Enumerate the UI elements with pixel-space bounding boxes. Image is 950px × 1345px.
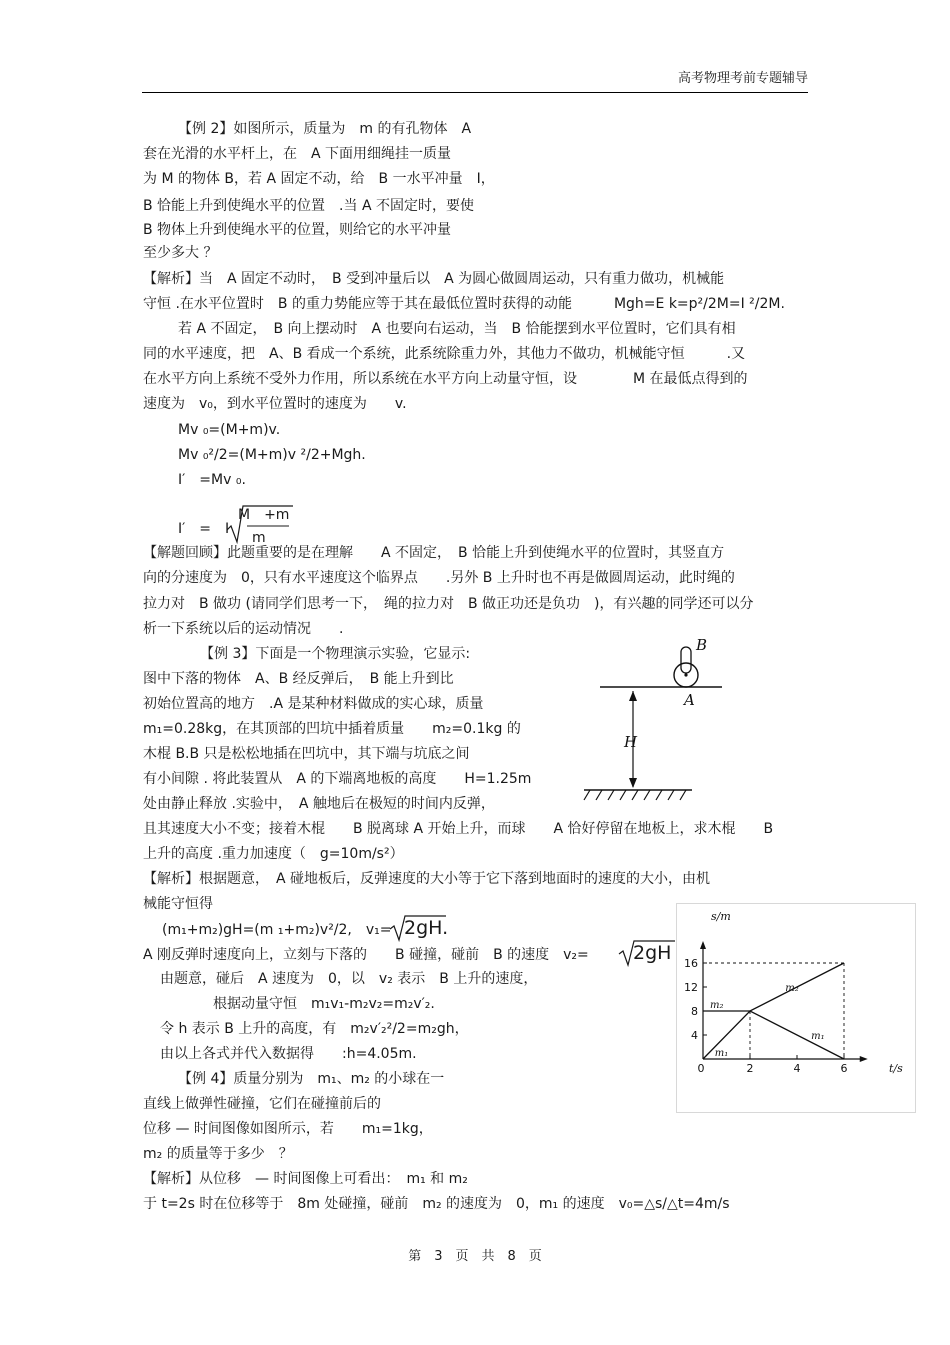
x-tick-label: 0 xyxy=(697,1062,705,1075)
text-line: 【例 3】下面是一个物理演示实验，它显示: xyxy=(200,646,471,662)
stick-B xyxy=(681,647,691,673)
text-line: 【解析】从位移 — 时间图像上可看出： m₁ 和 m₂ xyxy=(143,1171,468,1187)
text-line: 由题意，碰后 A 速度为 0，以 v₂ 表示 B 上升的速度， xyxy=(160,971,538,987)
text-line: 木棍 B.B 只是松松地插在凹坑中，其下端与坑底之间 xyxy=(143,746,470,762)
text-line: 【解题回顾】此题重要的是在理解 A 不固定， B 恰能上升到使绳水平的位置时，其竖直方 xyxy=(143,545,725,561)
text-line: 【例 4】质量分别为 m₁、m₂ 的小球在一 xyxy=(178,1071,445,1087)
text-line: 析一下系统以后的运动情况 . xyxy=(143,621,344,637)
text-line: 【解析】根据题意， A 碰地板后，反弹速度的大小等于它下落到地面时的速度的大小，由机 xyxy=(143,871,711,887)
label-m2-after: m₂ xyxy=(785,983,799,994)
text-line: 守恒 .在水平位置时 B 的重力势能应等于其在最低位置时获得的动能 Mgh=E k=p²/2M=I ²/2M. xyxy=(143,296,785,312)
text-line: 初始位置高的地方 .A 是某种材料做成的实心球，质量 xyxy=(143,696,484,712)
y-axis-arrow xyxy=(700,941,706,949)
series-m2-line xyxy=(703,963,844,1011)
equation: Mv ₀²/2=(M+m)v ²/2+Mgh. xyxy=(178,447,366,463)
page-footer: 第 3 页 共 8 页 xyxy=(408,1249,542,1264)
label-m2-before: m₂ xyxy=(710,1000,724,1011)
text-line: B 物体上升到使绳水平的位置，则给它的水平冲量 xyxy=(143,222,452,238)
text-line: 械能守恒得 xyxy=(143,896,213,912)
arrow-down xyxy=(629,778,637,788)
text-line: 至少多大 ？ xyxy=(143,245,218,261)
equation: I′ = I xyxy=(178,521,230,537)
text-line: 为 M 的物体 B，若 A 固定不动，给 B 一水平冲量 I， xyxy=(143,171,495,187)
equation: (m₁+m₂)gH=(m ₁+m₂)v²/2, v₁= xyxy=(162,922,392,938)
label-B: B xyxy=(696,636,708,654)
page-header: 高考物理考前专题辅导 xyxy=(677,71,808,86)
fraction-denominator: m xyxy=(252,530,266,546)
x-tick-label: 6 xyxy=(840,1062,848,1075)
y-axis-label: s/m xyxy=(711,910,731,923)
arrow-up xyxy=(629,691,637,701)
text-line: 有小间隙 . 将此装置从 A 的下端离地板的高度 H=1.25m xyxy=(143,771,532,787)
equation: 根据动量守恒 m₁v₁-m₂v₂=m₂v′₂. xyxy=(213,996,435,1012)
text-line: 【解析】当 A 固定不动时， B 受到冲量后以 A 为圆心做圆周运动，只有重力做功，机械能 xyxy=(143,271,725,287)
text-line: 向的分速度为 0，只有水平速度这个临界点 .另外 B 上升时也不再是做圆周运动，此时绳的 xyxy=(143,570,735,586)
text-line: m₂ 的质量等于多少 ？ xyxy=(143,1146,293,1162)
header-rule xyxy=(142,92,808,93)
text-line: 由以上各式并代入数据得 :h=4.05m. xyxy=(160,1046,417,1062)
fraction-numerator: M +m xyxy=(238,507,290,523)
text-line: 速度为 v₀，到水平位置时的速度为 v. xyxy=(143,396,407,412)
text-line: 于 t=2s 时在位移等于 8m 处碰撞，碰前 m₂ 的速度为 0，m₁ 的速度 v₀=△s/△t=4m/s xyxy=(143,1196,730,1212)
text-line: 上升的高度 .重力加速度（ g=10m/s²） xyxy=(143,846,404,862)
label-m1-before: m₁ xyxy=(714,1048,729,1059)
text-line: m₁=0.28kg，在其顶部的凹坑中插着质量 m₂=0.1kg 的 xyxy=(143,721,521,737)
equation: Mv ₀=(M+m)v. xyxy=(178,422,281,438)
text-line: 若 A 不固定， B 向上摆动时 A 也要向右运动，当 B 恰能摆到水平位置时，它们具有相 xyxy=(178,321,736,337)
figure-drop-experiment xyxy=(572,617,732,813)
text-line: 直线上做弹性碰撞，它们在碰撞前后的 xyxy=(143,1096,381,1112)
floor-hatching xyxy=(584,790,686,800)
text-line: 处由静止释放 .实验中， A 触地后在极短的时间内反弹， xyxy=(143,796,495,812)
x-axis-arrow xyxy=(860,1056,868,1062)
text-line: 位移 — 时间图像如图所示，若 m₁=1kg， xyxy=(143,1121,433,1137)
text-line: A 刚反弹时速度向上，立刻与下落的 B 碰撞，碰前 B 的速度 v₂= xyxy=(143,947,589,963)
text-line: 拉力对 B 做功 (请同学们思考一下， 绳的拉力对 B 做正功还是负功 )，有兴趣的同学还可以分 xyxy=(143,596,754,612)
y-tick-label: 12 xyxy=(684,981,698,994)
text-line: 在水平方向上系统不受外力作用，所以系统在水平方向上动量守恒，设 M 在最低点得到的 xyxy=(143,371,748,387)
text-line: 【例 2】如图所示，质量为 m 的有孔物体 A xyxy=(178,121,472,137)
y-tick-label: 16 xyxy=(684,957,698,970)
x-tick-label: 2 xyxy=(746,1062,754,1075)
label-H: H xyxy=(624,733,638,751)
text-line: 套在光滑的水平杆上，在 A 下面用细绳挂一质量 xyxy=(143,146,452,162)
text-line: 且其速度大小不变；接着木棍 B 脱离球 A 开始上升，而球 A 恰好停留在地板上，求木棍 B xyxy=(143,821,774,837)
x-axis-label: t/s xyxy=(889,1062,903,1075)
label-A: A xyxy=(684,691,695,709)
equation: I′ =Mv ₀. xyxy=(178,472,246,488)
x-tick-label: 4 xyxy=(793,1062,801,1075)
text-line: B 恰能上升到使绳水平的位置 .当 A 不固定时，要使 xyxy=(143,198,474,214)
text-line: 图中下落的物体 A、B 经反弹后， B 能上升到比 xyxy=(143,671,454,687)
sqrt-content: 2gH. xyxy=(404,917,449,939)
displacement-time-chart xyxy=(676,903,916,1113)
text-line: 同的水平速度，把 A、B 看成一个系统，此系统除重力外，其他力不做功，机械能守恒 .又 xyxy=(143,346,746,362)
equation: 令 h 表示 B 上升的高度，有 m₂v′₂²/2=m₂gh， xyxy=(160,1021,469,1037)
label-m1-after: m₁ xyxy=(811,1031,825,1042)
y-tick-label: 4 xyxy=(691,1029,698,1042)
sqrt-content: 2gH xyxy=(633,942,672,964)
y-tick-label: 8 xyxy=(691,1005,698,1018)
